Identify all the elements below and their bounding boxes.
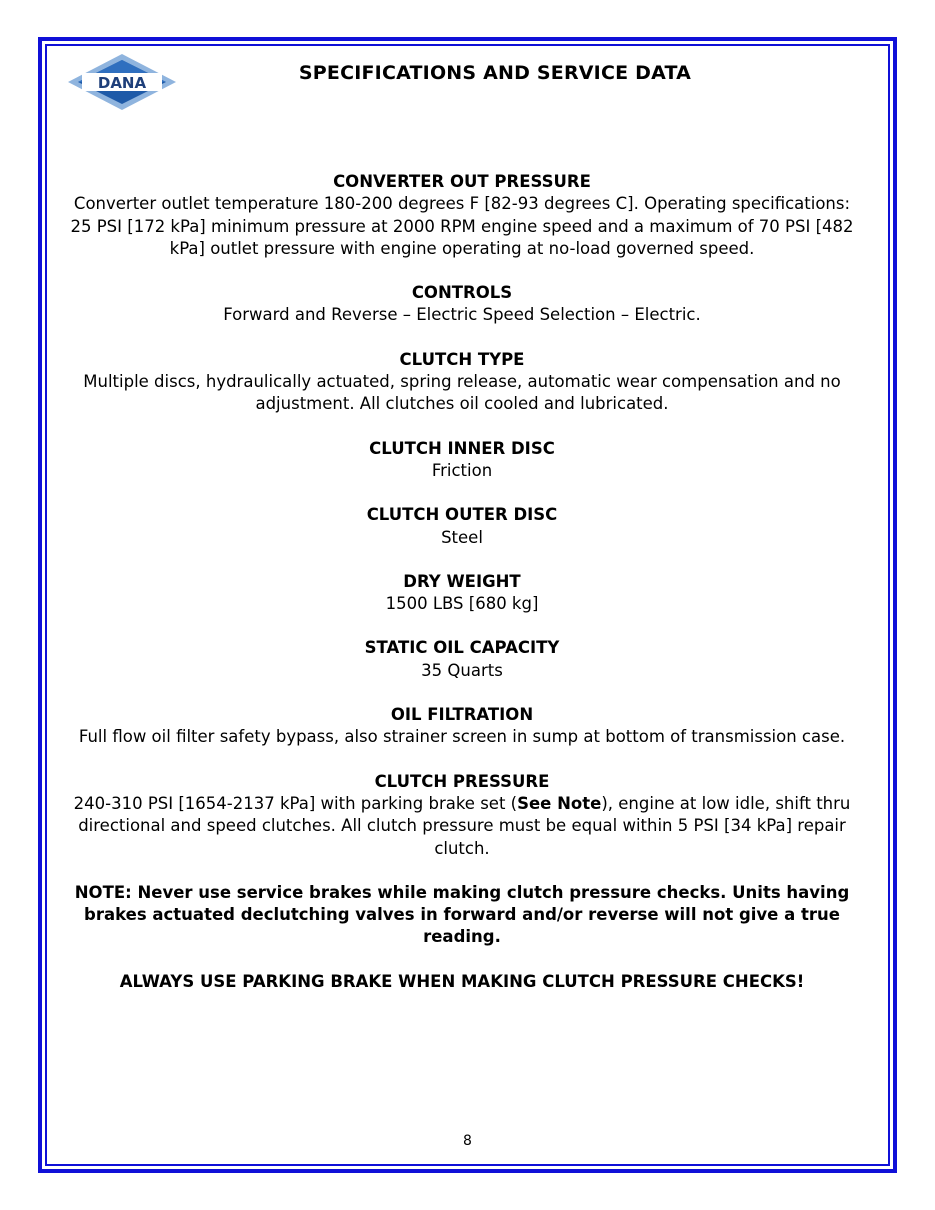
spec-clutch-type [62, 349, 862, 416]
section-body: Steel [441, 527, 483, 547]
page-title: SPECIFICATIONS AND SERVICE DATA [298, 62, 692, 84]
spec-converter-out-pressure [62, 171, 862, 260]
body-text: 240-310 PSI [1654-2137 kPa] with parking brake set ( [73, 793, 518, 813]
see-note-emphasis: See Note [517, 793, 602, 813]
section-heading: CLUTCH TYPE [399, 349, 525, 369]
page-number: 8 [463, 1133, 472, 1149]
section-body: Converter outlet temperature 180-200 degrees F [82-93 degrees C]. Operating specifications: 25 PSI [172 kPa] minimum pressure at 2000 RPM engine speed and a maximum of 70 PSI [482 kPa] outlet pressure with engine operating at no-load governed speed. [70, 194, 854, 258]
section-body: 35 Quarts [421, 660, 503, 680]
spec-static-oil-capacity [62, 637, 862, 682]
section-heading: CONVERTER OUT PRESSURE [333, 172, 591, 191]
body-text: ), engine at low idle, shift thru directional and speed clutches. All clutch pressure must be equal within 5 PSI [34 kPa] repair clutch. [78, 793, 851, 858]
section-body: Forward and Reverse – Electric Speed Selection – Electric. [223, 305, 701, 325]
dana-logo [66, 52, 178, 112]
spec-dry-weight [62, 571, 862, 616]
spec-clutch-inner-disc [62, 438, 862, 483]
note-text: NOTE: Never use service brakes while making clutch pressure checks. Units having brakes actuated declutching valves in forward and/or reverse will not give a true reading. [74, 882, 850, 947]
section-body: 1500 LBS [680 kg] [385, 594, 539, 614]
section-heading: STATIC OIL CAPACITY [364, 638, 560, 658]
section-heading: CLUTCH INNER DISC [369, 438, 555, 458]
section-heading: CLUTCH PRESSURE [374, 771, 550, 791]
section-body [62, 793, 862, 860]
section-body: Full flow oil filter safety bypass, also strainer screen in sump at bottom of transmission case. [78, 727, 846, 747]
section-heading: CLUTCH OUTER DISC [366, 505, 558, 525]
section-heading: DRY WEIGHT [403, 571, 521, 591]
spec-clutch-pressure [62, 771, 862, 860]
spec-oil-filtration [62, 704, 862, 749]
spec-clutch-outer-disc [62, 504, 862, 549]
section-body: Friction [431, 460, 493, 480]
spec-content [62, 171, 862, 993]
spec-controls [62, 282, 862, 327]
section-heading: CONTROLS [411, 283, 513, 303]
section-heading: OIL FILTRATION [390, 705, 534, 725]
section-body: Multiple discs, hydraulically actuated, spring release, automatic wear compensation and no adjustment. All clutches oil cooled and lubricated. [83, 372, 841, 414]
svg-text:DANA: DANA [97, 74, 147, 92]
warning-text: ALWAYS USE PARKING BRAKE WHEN MAKING CLUTCH PRESSURE CHECKS! [119, 971, 805, 991]
